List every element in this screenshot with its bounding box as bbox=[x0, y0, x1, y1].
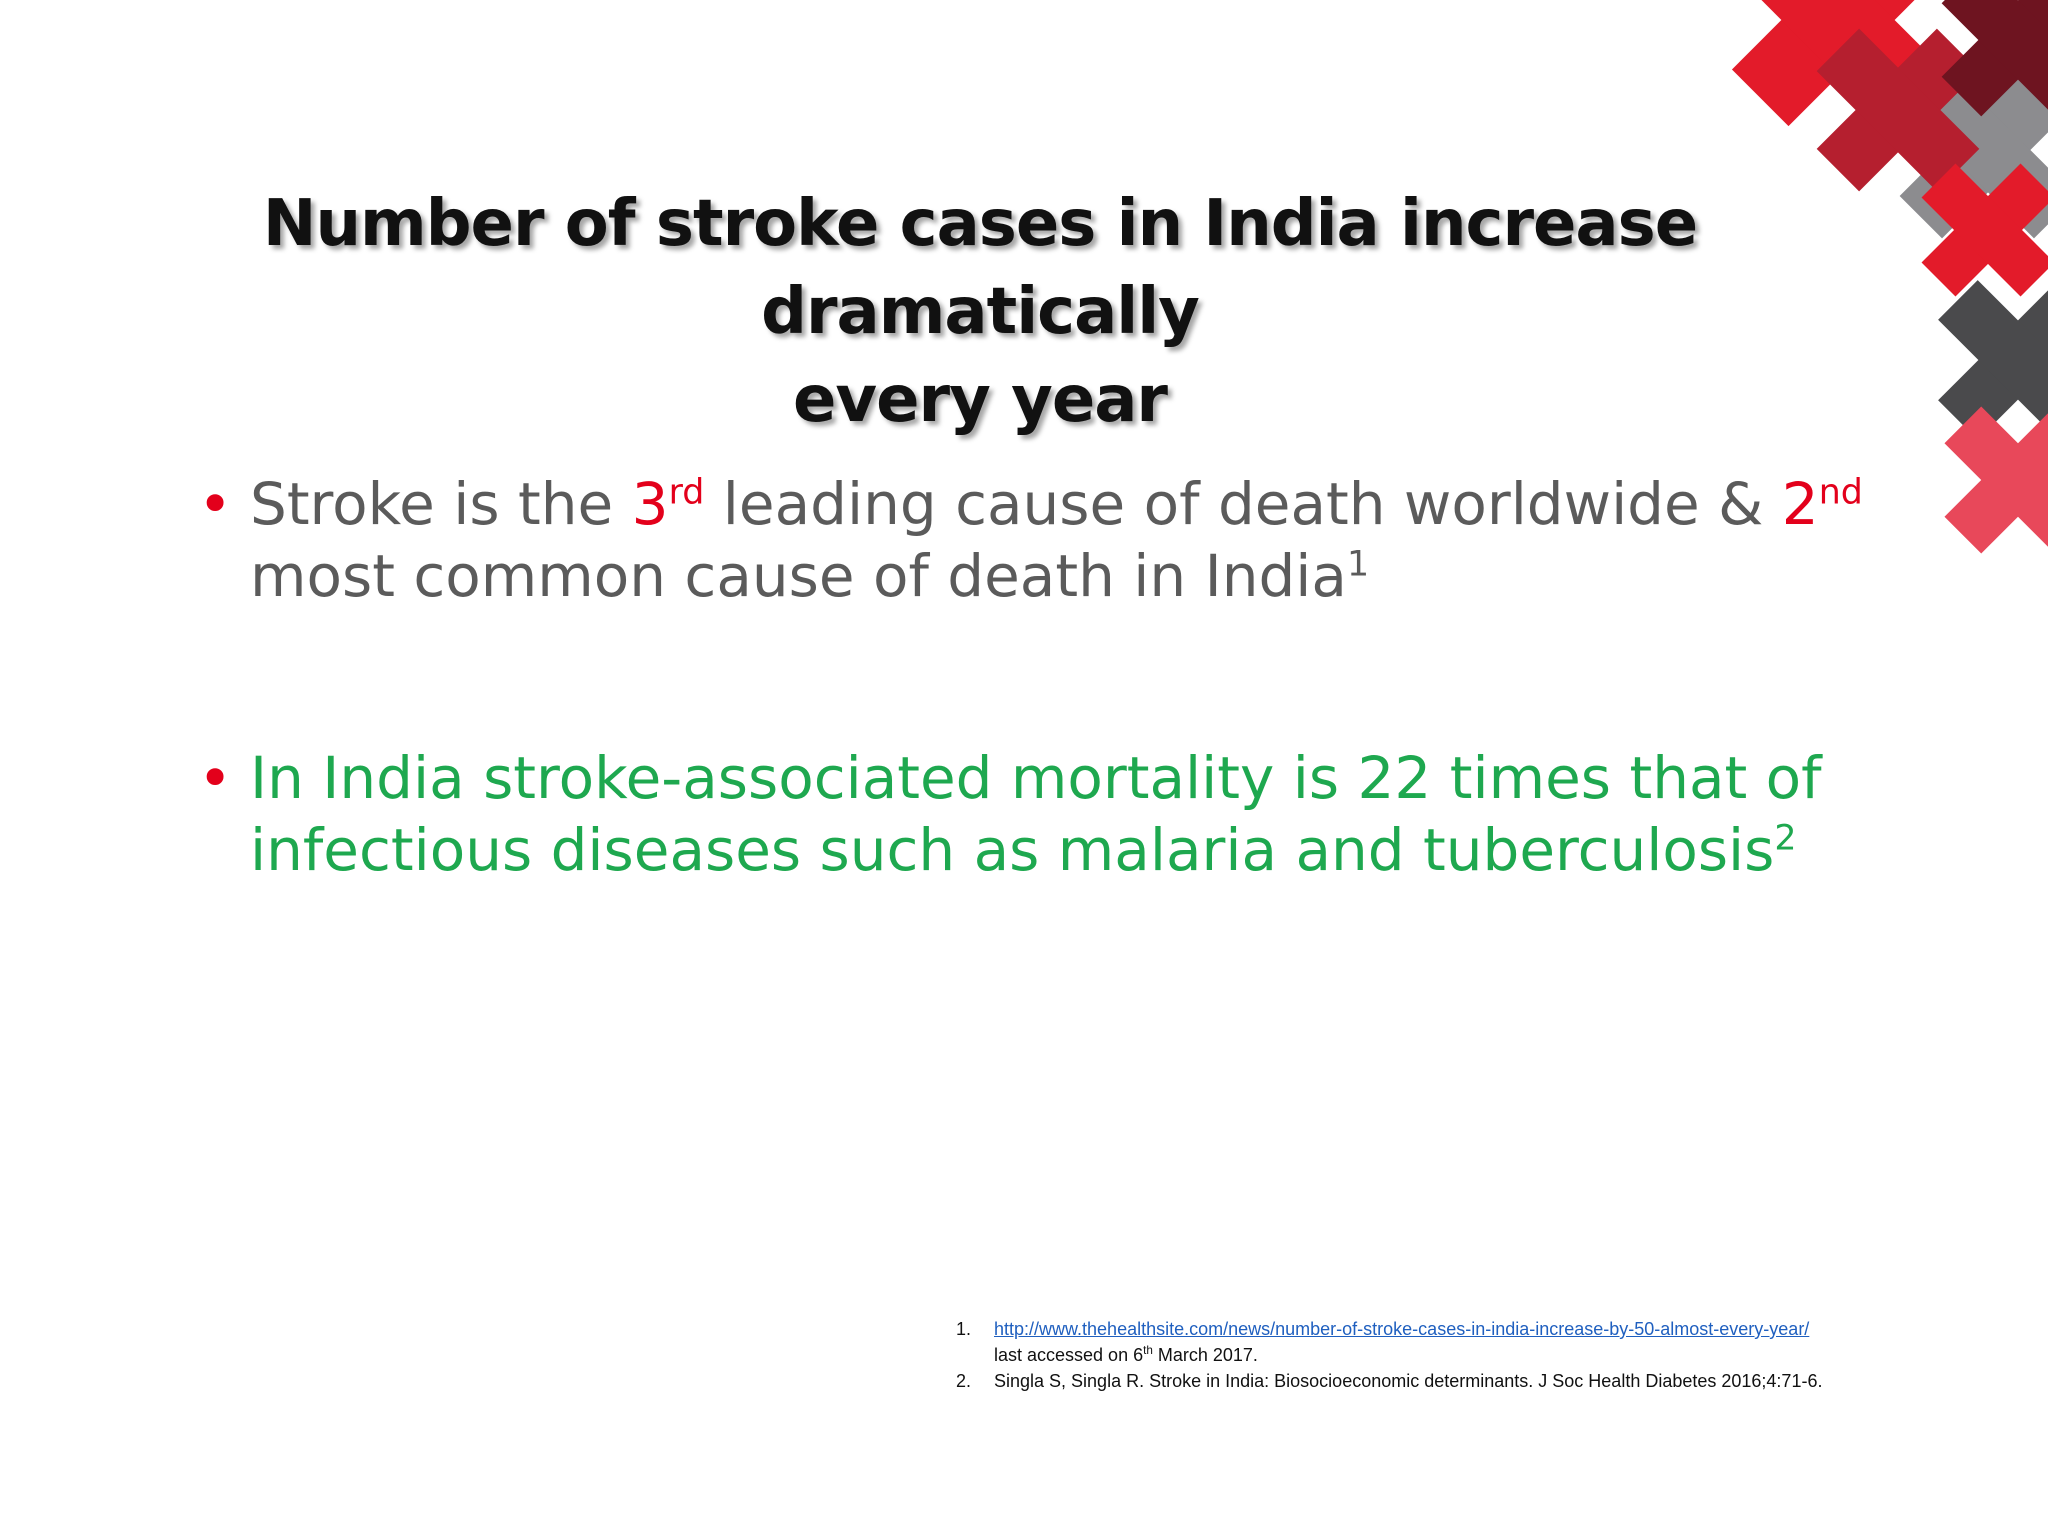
bullet-text: leading cause of death worldwide & bbox=[704, 470, 1782, 538]
reference-text: last accessed on 6 bbox=[994, 1345, 1144, 1365]
bullet-dot-icon: • bbox=[198, 470, 233, 538]
rank-number: 3 bbox=[631, 470, 669, 538]
rank-2nd bbox=[1782, 470, 1863, 538]
rank-suffix: rd bbox=[668, 472, 705, 513]
reference-link[interactable]: http://www.thehealthsite.com/news/number-of-stroke-cases-in-india-increase-by-50-almost-every-year/ bbox=[994, 1319, 1810, 1339]
bullet-text: In India stroke-associated mortality is 22 times that of infectious diseases such as malaria and tuberculosis bbox=[250, 744, 1822, 884]
bullet-text: Stroke is the bbox=[250, 470, 632, 538]
reference-1 bbox=[956, 1316, 1956, 1368]
slide-title bbox=[60, 180, 1900, 444]
reference-text: Singla S, Singla R. Stroke in India: Biosocioeconomic determinants. J Soc Health Diabetes 2016;4:71-6. bbox=[994, 1371, 1823, 1391]
references bbox=[956, 1316, 1956, 1394]
title-line-2: every year bbox=[793, 363, 1167, 437]
rank-suffix: nd bbox=[1818, 472, 1863, 513]
bullet-list bbox=[198, 468, 1958, 1016]
reference-number: 2. bbox=[956, 1371, 972, 1391]
bullet-dot-icon: • bbox=[198, 744, 233, 812]
rank-number: 2 bbox=[1781, 470, 1819, 538]
rank-3rd bbox=[632, 470, 705, 538]
reference-2 bbox=[956, 1368, 1956, 1394]
footnote-marker: 1 bbox=[1346, 544, 1370, 585]
footnote-marker: 2 bbox=[1774, 818, 1797, 859]
reference-number: 1. bbox=[956, 1319, 972, 1339]
bullet-mortality bbox=[198, 742, 1958, 886]
title-line-1: Number of stroke cases in India increase dramatically bbox=[262, 187, 1698, 349]
bullet-text: most common cause of death in India bbox=[250, 542, 1347, 610]
bullet-stroke-rank bbox=[198, 468, 1958, 612]
ordinal-suffix: th bbox=[1143, 1344, 1153, 1357]
reference-text: March 2017. bbox=[1152, 1345, 1258, 1365]
